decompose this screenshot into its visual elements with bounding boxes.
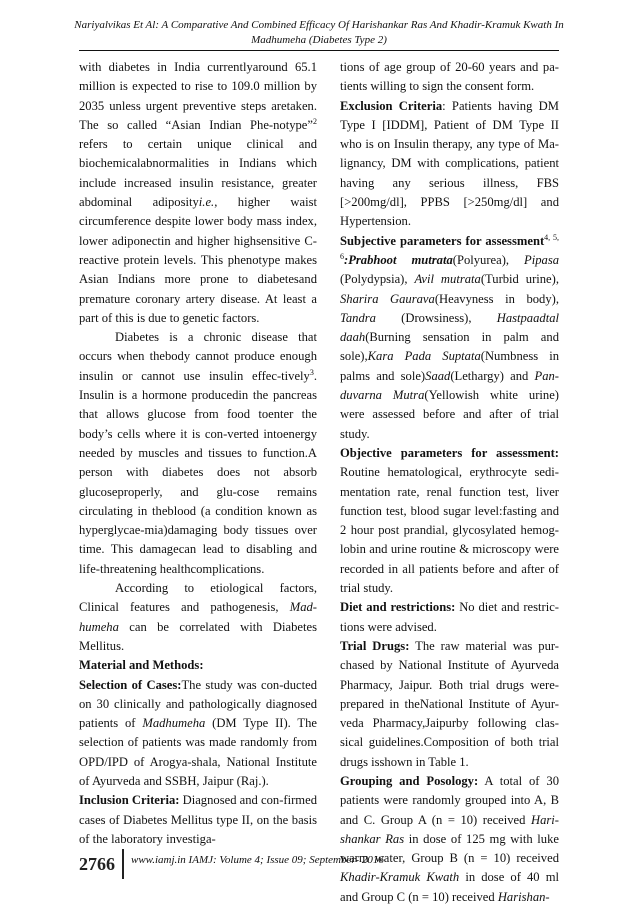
- footer-divider: [122, 849, 124, 879]
- diet-paragraph: Diet and restrictions: No diet and restric-tions were advised.: [340, 600, 559, 634]
- running-head: Nariyalvikas Et Al: A Comparative And Combined Efficacy Of Harishankar Ras And Khadir-Kramuk Kwath In Madhumeha (Diabetes Type 2): [74, 19, 564, 46]
- left-column: [79, 58, 317, 849]
- materials-heading: Material and Methods:: [79, 658, 204, 673]
- intro-paragraph: with diabetes in India currentlyaround 65.1 million is expected to rise to 109.0 million by 2035 unless urgent preventive steps aretaken. The so called “Asian Indian Phe-notype”$^2$ refers to certain unique clinical and biochemicalabnormalities in Indians which include increased insulin resistance, greater abdominal adiposityi.e., higher waist circumference despite lower body mass index, lower adiponectin and higher highsensitive C-reactive protein levels. This phenotype makes Asian Indians more prone to diabetesand premature coronary artery disease. At least a part of this is due to genetic factors.: [79, 60, 318, 325]
- header-rule: [79, 50, 559, 51]
- diabetes-paragraph: Diabetes is a chronic disease that occurs when thebody cannot produce enough insulin or cannot use insulin effec-tively$^3$. Insulin is a hormone producedin the pancreas that allows glucose from food toenter the body’s cells where it is con-verted intoenergy needed by muscles and tissues to function.A person with diabetes does not absorb glucoseproperly, and glu-cose remains circulating in theblood (a condition known as hyperglycae-mia)damaging body tissues over time. This damagecan lead to disabling and life-threatening healthcomplications.: [79, 330, 317, 576]
- objective-paragraph: Objective parameters for assessment: Routine hematological, erythrocyte sedi-mentation rate, renal function test, liver function test, blood sugar level:fasting and 2 hour post prandial, glycosylated hemog-lobin and urine routine & microscopy were recorded in all patients before and after of trial study.: [340, 445, 559, 596]
- etiology-paragraph: According to etiological factors, Clinical features and pathogenesis, Mad-humeha can be correlated with Diabetes Mellitus.: [79, 581, 317, 653]
- subjective-paragraph: Subjective parameters for assessment$^{4, 5, 6}$:Prabhoot mutrata(Polyurea), Pipasa (Polydypsia), Avil mutrata(Turbid urine), Sharira Gaurava(Heavyness in body), Tandra (Drowsiness), Hastpaadtal daah(Burning sensation in palm and sole),Kara Pada Suptata(Numbness in palms and sole)Saad(Lethargy) and Pan-duvarna Mutra(Yellowish white urine) were assessed before and after of trial study.: [340, 232, 560, 441]
- journal-citation: www.iamj.in IAMJ: Volume 4; Issue 09; September- 2016: [131, 854, 384, 866]
- exclusion-paragraph: Exclusion Criteria: Patients having DM Type I [IDDM], Patient of DM Type II who is on Insulin therapy, any type of Ma-lignancy, DM with complications, patient having any serious illness, FBS [>200mg/dl], PPBS [>250mg/dl] and Hypertension.: [340, 98, 559, 229]
- selection-paragraph: Selection of Cases:The study was con-ducted on 30 clinically and pathologically diagnosed patients of Madhumeha (DM Type II). The selection of patients was made randomly from OPD/IPD of Arogya-shala, National Institute of Ayurveda and SSBH, Jaipur (Raj.).: [79, 677, 317, 788]
- page-number: 2766: [79, 854, 115, 874]
- inclusion-continued: tions of age group of 20-60 years and pa-tients willing to sign the consent form.: [340, 60, 559, 94]
- right-column: [340, 58, 559, 907]
- grouping-paragraph: Grouping and Posology: A total of 30 patients were randomly grouped into A, B and C. Group A (n = 10) received Hari-shankar Ras in dose of 125 mg with luke warm water, Group B (n = 10) received Khadir-Kramuk Kwath in dose of 40 ml and Group C (n = 10) received Harishan-: [340, 773, 559, 904]
- inclusion-paragraph: Inclusion Criteria: Diagnosed and con-firmed cases of Diabetes Mellitus type II, on the basis of the laboratory investiga-: [79, 793, 317, 846]
- trial-drugs-paragraph: Trial Drugs: The raw material was pur-chased by National Institute of Ayurveda Pharmacy, Jaipur. Both trial drugs were-prepared in theNational Institute of Ayur-veda Pharmacy,Jaipurby following clas-sical guidelines.Composition of both trial drugs isshown in Table 1.: [340, 638, 559, 769]
